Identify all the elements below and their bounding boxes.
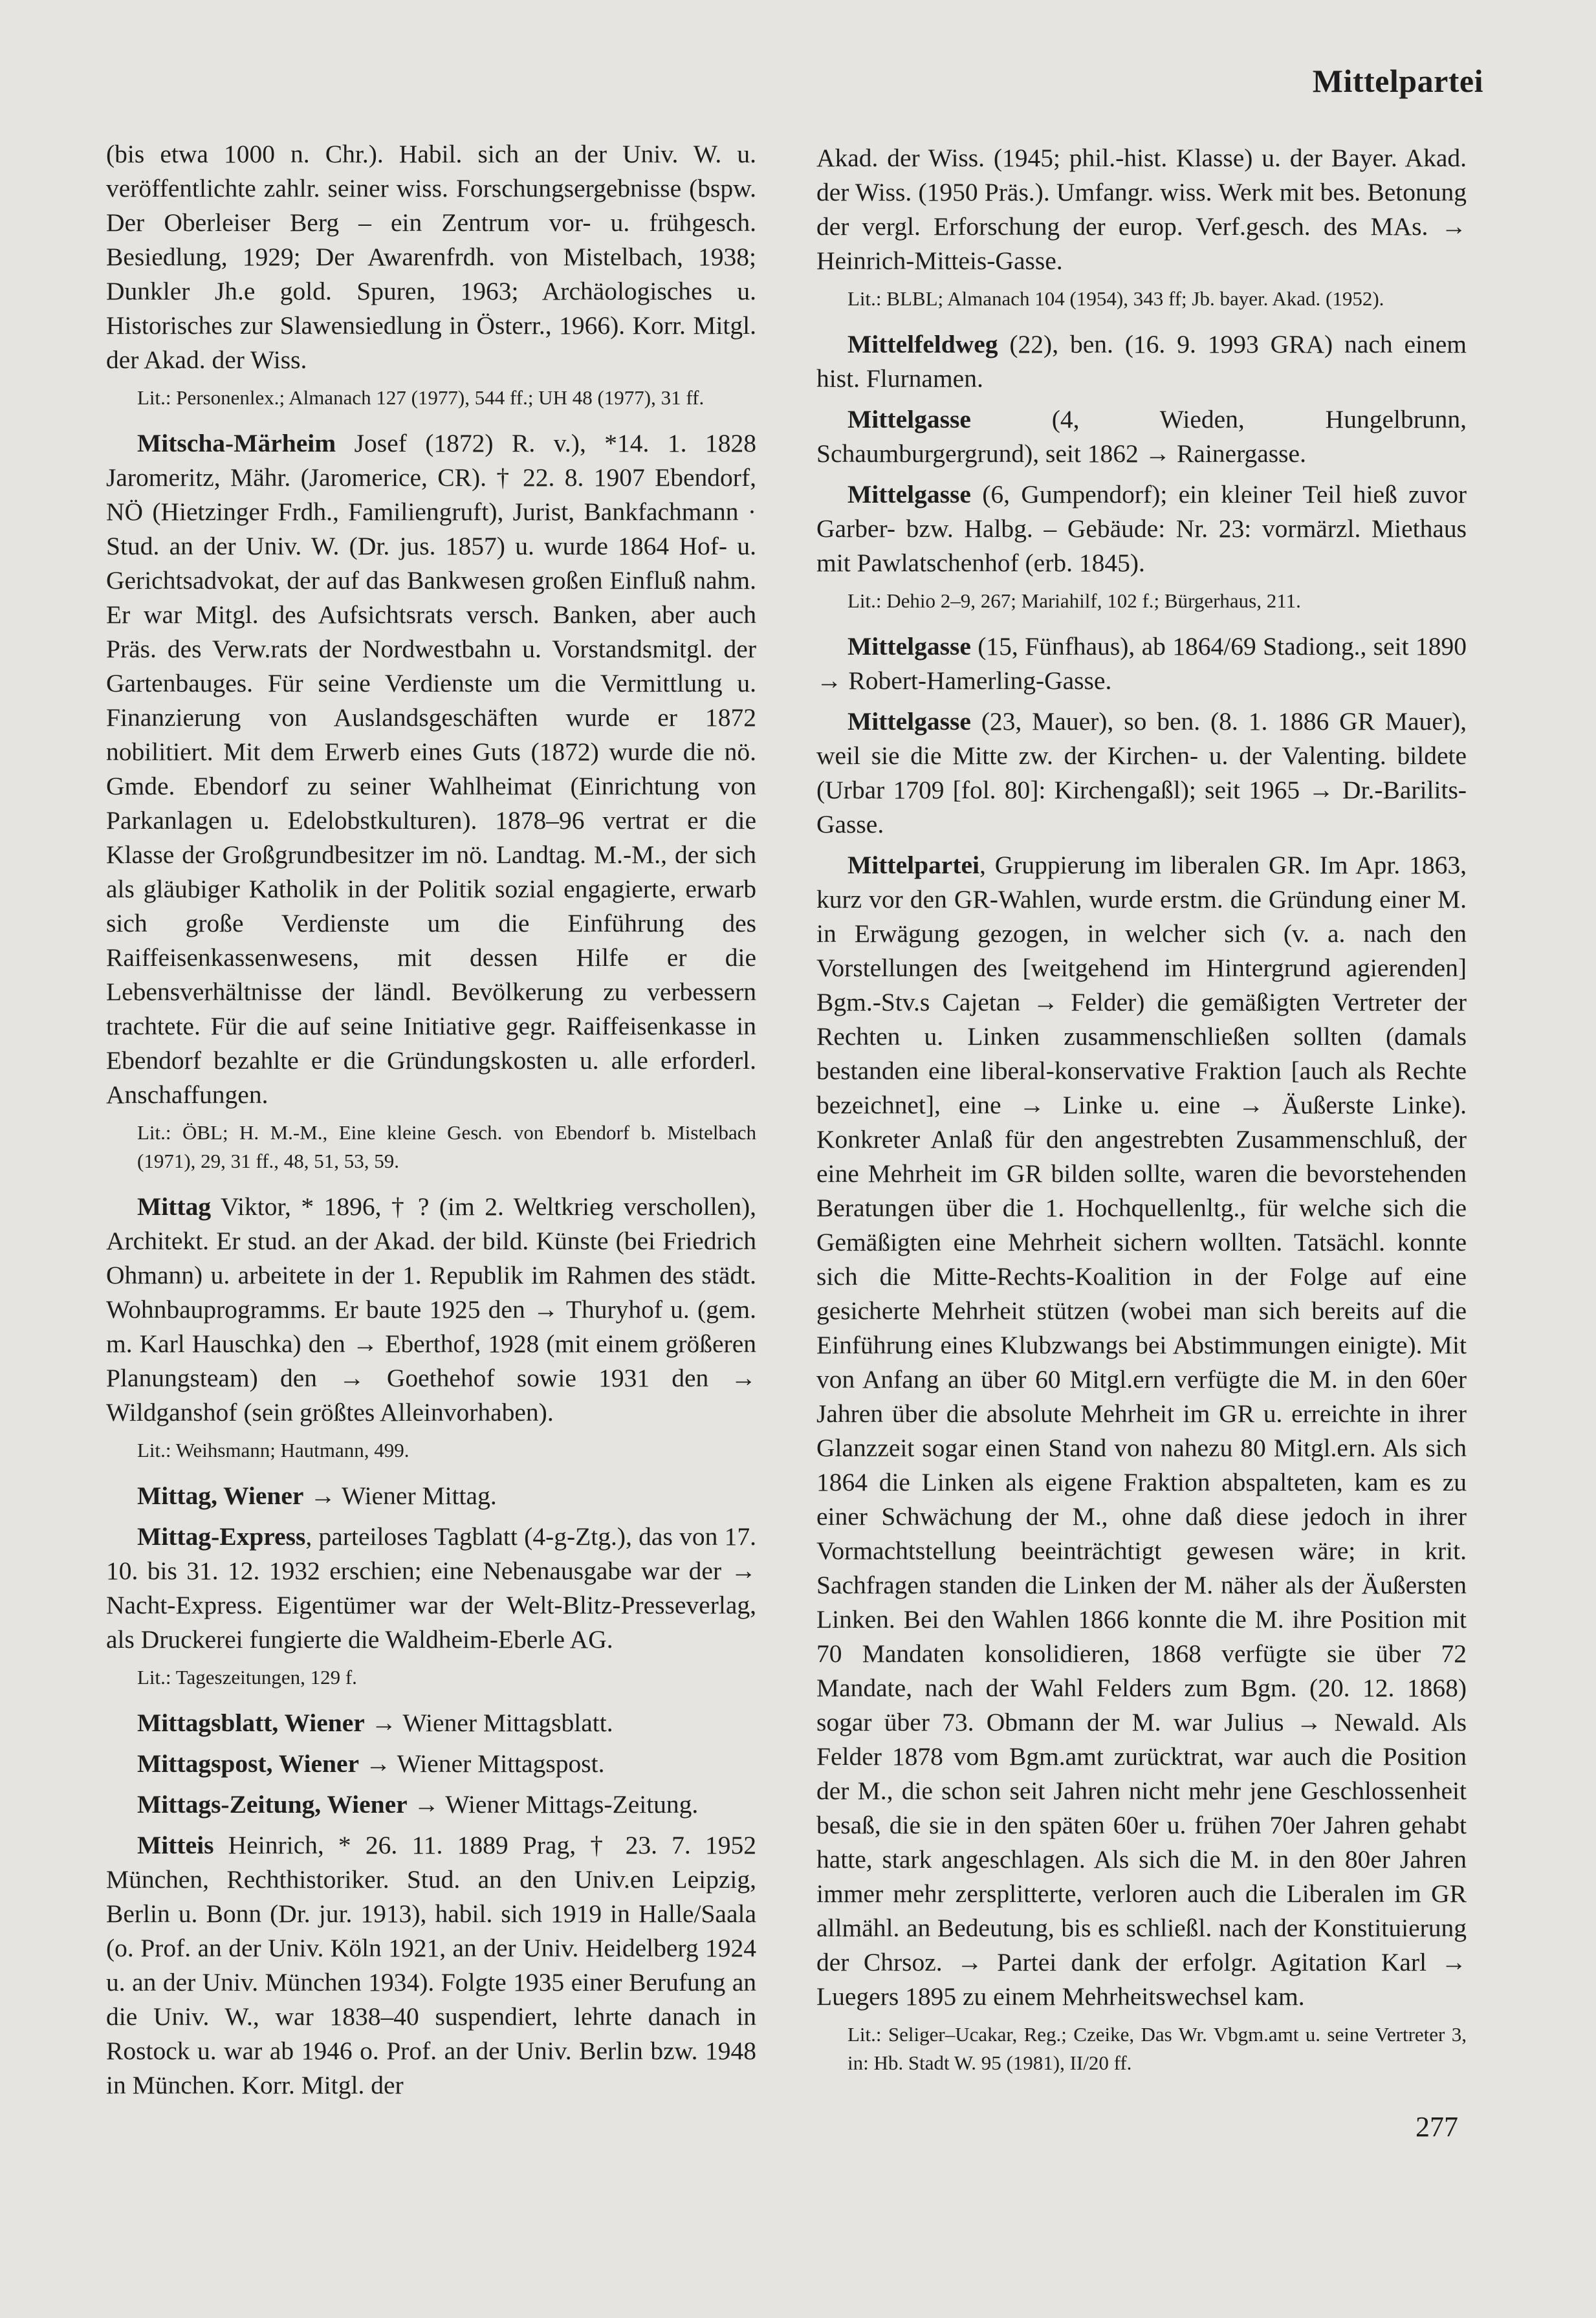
literature-reference: Lit.: Tageszeitungen, 129 f.: [137, 1666, 357, 1689]
dictionary-entry: [816, 705, 1467, 842]
dictionary-entry: [106, 1706, 756, 1740]
entry-body: (22), ben. (16. 9. 1993 GRA) nach einem hist. Flurnamen.: [816, 330, 1467, 393]
entry-body: (6, Gumpendorf); ein kleiner Teil hieß zuvor Garber- bzw. Halbg. – Gebäude: Nr. 23: vormärzl. Miethaus mit Pawlatschenhof (erb. 1845).: [816, 480, 1467, 577]
page-number: 277: [1416, 2111, 1458, 2143]
entry-headword: Mitteis: [137, 1831, 214, 1859]
entry-body: , Gruppierung im liberalen GR. Im Apr. 1863, kurz vor den GR-Wahlen, wurde erstm. die Gründung einer M. in Erwägung gezogen, in welcher sich (v. a. nach den Vorstellungen des [weitgehend im Hintergrund agierenden] Bgm.-Stv.s Cajetan → Felder) die gemäßigten Vertreter der Rechten u. Linken zusammenschließen sollten (damals bestanden eine liberal-konservative Fraktion [auch als Rechte bezeichnet], eine → Linke u. eine → Äußerste Linke). Konkreter Anlaß für den angestrebten Zusammenschluß, der eine Mehrheit im GR bilden sollte, waren die bevorstehenden Beratungen über die 1. Hochquellenltg., für welche sich die Gemäßigten eine Mehrheit sichern wollten. Tatsächl. konnte sich die Mitte-Rechts-Koalition in der Folge auf eine gesicherte Mehrheit stützen (wobei man sich bereits auf die Einführung eines Klubzwangs bei Abstimmungen einigte). Mit von Anfang an über 60 Mitgl.ern verfügte die M. in den 60er Jahren über die absolute Mehrheit im GR u. erreichte in ihrer Glanzzeit sogar einen Stand von nahezu 80 Mitgl.ern. Als sich 1864 die Linken als eigene Fraktion abspalteten, kam es zu einer Schwächung der M., ohne daß diese jedoch in ihrer Vormachtstellung beeinträchtigt gewesen wäre; in krit. Sachfragen standen die Linken der M. näher als der Äußersten Linken. Bei den Wahlen 1866 konnte die M. ihre Position mit 70 Mandaten konsolidieren, 1868 verfügte sie über 72 Mandate, nach der Wahl Felders zum Bgm. (20. 12. 1868) sogar über 73. Obmann der M. war Julius → Newald. Als Felder 1878 vom Bgm.amt zurücktrat, war auch die Position der M., die schon seit Jahren nicht mehr jene Geschlossenheit besaß, die sie in den späten 60er u. frühen 70er Jahren gehabt hatte, stark angeschlagen. Als sich die M. in den 80er Jahren immer mehr zersplitterte, verloren auch die Liberalen im GR allmähl. an Bedeutung, bis es schließl. nach der Konstituierung der Chrsoz. → Partei dank der erfolgr. Agitation Karl → Luegers 1895 zu einem Mehrheitswechsel kam.: [816, 851, 1467, 2011]
right-column: [816, 141, 1467, 2092]
dictionary-entry: [106, 426, 756, 1112]
entry-headword: Mittelgasse: [847, 480, 971, 508]
entry-body: Heinrich, * 26. 11. 1889 Prag, † 23. 7. 1952 München, Rechthistoriker. Stud. an den Univ.en Leipzig, Berlin u. Bonn (Dr. jur. 1913), habil. sich 1919 in Halle/Saala (o. Prof. an der Univ. Köln 1921, an der Univ. Heidelberg 1924 u. an der Univ. München 1934). Folgte 1935 einer Berufung an die Univ. W., war 1838–40 suspendiert, lehrte danach in Rostock u. war ab 1946 o. Prof. an der Univ. Berlin bzw. 1948 in München. Korr. Mitgl. der: [106, 1831, 756, 2099]
literature-reference: Lit.: Weihsmann; Hautmann, 499.: [137, 1439, 410, 1461]
entry-body: → Wiener Mittagsblatt.: [364, 1709, 613, 1737]
literature-reference: Lit.: Seliger–Ucakar, Reg.; Czeike, Das Wr. Vbgm.amt u. seine Vertreter 3, in: Hb. Stadt W. 95 (1981), II/20 ff.: [847, 2023, 1467, 2074]
dictionary-entry: [106, 1747, 756, 1781]
entry-headword: Mittags-Zeitung, Wiener: [137, 1790, 408, 1819]
dictionary-entry: [106, 1520, 756, 1657]
entry-body: → Wiener Mittagspost.: [359, 1749, 605, 1778]
literature-reference: Lit.: ÖBL; H. M.-M., Eine kleine Gesch. von Ebendorf b. Mistelbach (1971), 29, 31 ff., 48, 51, 53, 59.: [137, 1121, 756, 1172]
entry-body: (15, Fünfhaus), ab 1864/69 Stadiong., seit 1890 → Robert-Hamerling-Gasse.: [816, 632, 1467, 695]
entry-headword: Mittelfeldweg: [847, 330, 998, 358]
entry-body: Viktor, * 1896, † ? (im 2. Weltkrieg verschollen), Architekt. Er stud. an der Akad. der bild. Künste (bei Friedrich Ohmann) u. arbeitete in der 1. Republik im Rahmen des städt. Wohnbauprogramms. Er baute 1925 den → Thuryhof u. (gem. m. Karl Hauschka) den → Eberthof, 1928 (mit einem größeren Planungsteam) den → Goethehof sowie 1931 den → Wildganshof (sein größtes Alleinvorhaben).: [106, 1192, 756, 1427]
dictionary-entry: [106, 1190, 756, 1430]
entry-headword: Mittagspost, Wiener: [137, 1749, 360, 1778]
entry-body: → Wiener Mittags-Zeitung.: [407, 1790, 699, 1819]
literature-reference: Lit.: BLBL; Almanach 104 (1954), 343 ff; Jb. bayer. Akad. (1952).: [847, 287, 1384, 310]
entry-headword: Mittelpartei: [847, 851, 979, 879]
dictionary-entry: [816, 848, 1467, 2014]
dictionary-entry: [816, 477, 1467, 580]
entry-headword: Mittag, Wiener: [137, 1482, 304, 1510]
running-head: Mittelpartei: [1312, 63, 1483, 99]
entry-body: , parteiloses Tagblatt (4-g-Ztg.), das von 17. 10. bis 31. 12. 1932 erschien; eine Nebenausgabe war der → Nacht-Express. Eigentümer war der Welt-Blitz-Presseverlag, als Druckerei fungierte die Waldheim-Eberle AG.: [106, 1522, 756, 1654]
dictionary-entry: [106, 1828, 756, 2103]
entry-headword: Mittag-Express: [137, 1522, 306, 1551]
entry-headword: Mittelgasse: [847, 707, 971, 736]
entry-body: Josef (1872) R. v.), *14. 1. 1828 Jaromeritz, Mähr. (Jaromerice, CR). † 22. 8. 1907 Ebendorf, NÖ (Hietzinger Frdh., Familiengruft), Jurist, Bankfachmann · Stud. an der Univ. W. (Dr. jus. 1857) u. wurde 1864 Hof- u. Gerichtsadvokat, der auf das Bankwesen großen Einfluß nahm. Er war Mitgl. des Aufsichtsrats versch. Banken, aber auch Präs. des Verw.rats der Nordwestbahn u. Vorstandsmitgl. der Gartenbauges. Für seine Verdienste um die Vermittlung u. Finanzierung von Auslandsgeschäften wurde er 1872 nobilitiert. Mit dem Erwerb eines Guts (1872) wurde die nö. Gmde. Ebendorf zu seiner Wahlheimat (Einrichtung von Parkanlagen u. Edelobstkulturen). 1878–96 vertrat er die Klasse der Großgrundbesitzer im nö. Landtag. M.-M., der sich als gläubiger Katholik in der Politik sozial engagierte, erwarb sich große Verdienste um die Einführung des Raiffeisenkassenwesens, mit dessen Hilfe er die Lebensverhältnisse der ländl. Bevölkerung zu verbessern trachtete. Für die auf seine Initiative gegr. Raiffeisenkasse in Ebendorf bezahlte er die Gründungskosten u. alle erforderl. Anschaffungen.: [106, 429, 756, 1109]
entry-body: → Wiener Mittag.: [303, 1482, 497, 1510]
dictionary-entry: [816, 629, 1467, 698]
entry-continuation: (bis etwa 1000 n. Chr.). Habil. sich an der Univ. W. u. veröffentlichte zahlr. seiner wiss. Forschungsergebnisse (bspw. Der Oberleiser Berg – ein Zentrum vor- u. frühgesch. Besiedlung, 1929; Der Awarenfrdh. von Mistelbach, 1938; Dunkler Jh.e gold. Spuren, 1963; Archäologisches u. Historisches zur Slawensiedlung in Österr., 1966). Korr. Mitgl. der Akad. der Wiss.: [106, 140, 756, 374]
dictionary-entry: [816, 327, 1467, 396]
literature-reference: Lit.: Personenlex.; Almanach 127 (1977), 544 ff.; UH 48 (1977), 31 ff.: [137, 386, 705, 409]
literature-reference: Lit.: Dehio 2–9, 267; Mariahilf, 102 f.; Bürgerhaus, 211.: [847, 589, 1301, 612]
dictionary-entry: [816, 402, 1467, 471]
dictionary-entry: [106, 1479, 756, 1513]
entry-body: (4, Wieden, Hungelbrunn, Schaumburgergrund), seit 1862 → Rainergasse.: [816, 405, 1467, 468]
entry-headword: Mittelgasse: [847, 405, 971, 433]
entry-headword: Mittelgasse: [847, 632, 971, 661]
entry-body: (23, Mauer), so ben. (8. 1. 1886 GR Mauer), weil sie die Mitte zw. der Kirchen- u. der Valenting. bildete (Urbar 1709 [fol. 80]: Kirchengaßl); seit 1965 → Dr.-Barilits-Gasse.: [816, 707, 1467, 838]
entry-headword: Mitscha-Märheim: [137, 429, 336, 457]
left-column: [106, 137, 756, 2109]
entry-headword: Mittag: [137, 1192, 212, 1221]
entry-headword: Mittagsblatt, Wiener: [137, 1709, 365, 1737]
entry-continuation: Akad. der Wiss. (1945; phil.-hist. Klasse) u. der Bayer. Akad. der Wiss. (1950 Präs.). Umfangr. wiss. Werk mit bes. Betonung der vergl. Erforschung der europ. Verf.gesch. des MAs. → Heinrich-Mitteis-Gasse.: [816, 144, 1467, 275]
dictionary-entry: [106, 1788, 756, 1822]
